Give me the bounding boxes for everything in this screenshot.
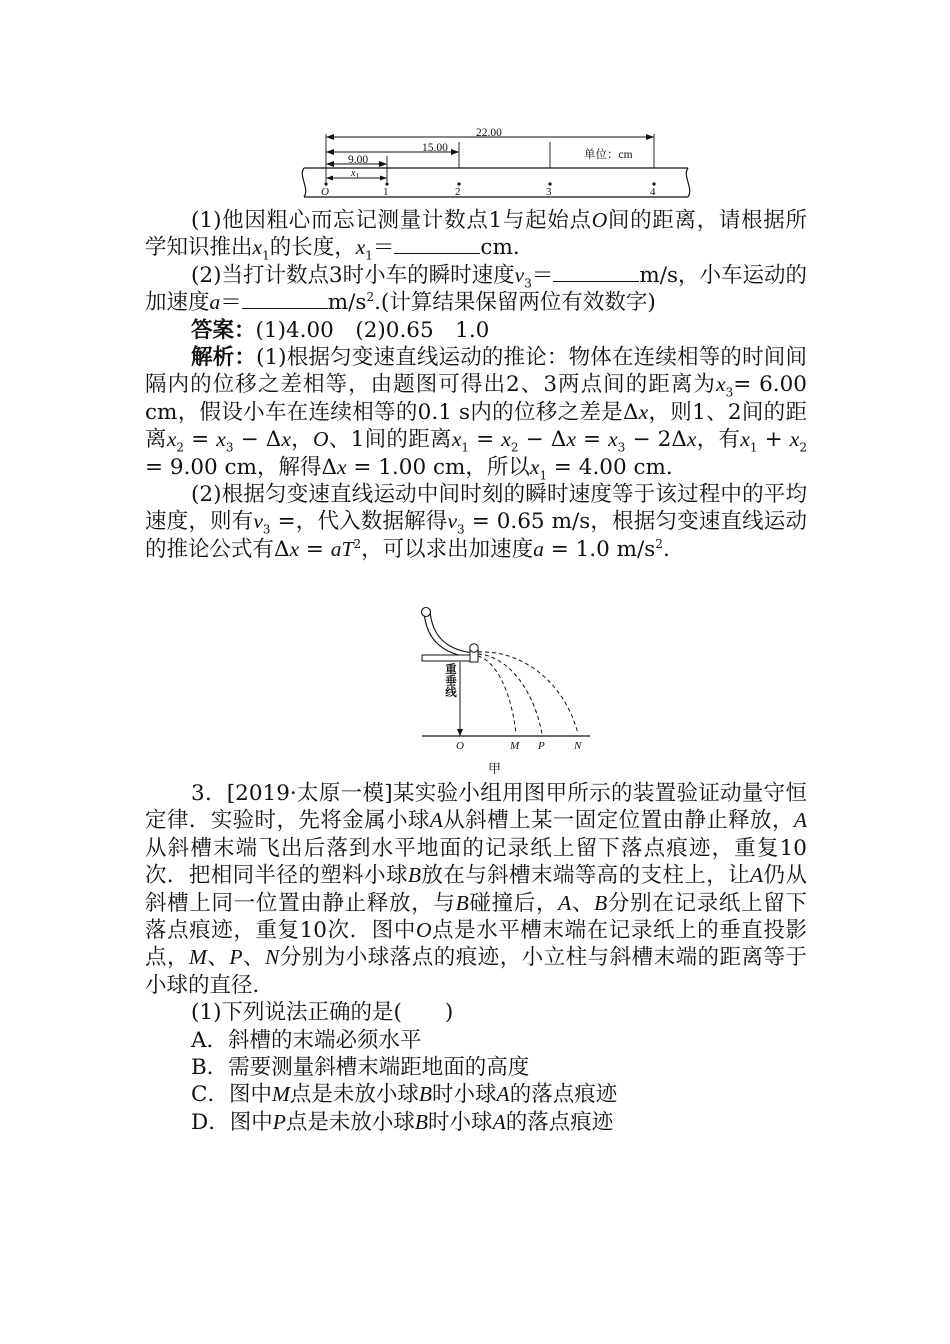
q3-option-d[interactable]: D．图中P点是未放小球B时小球A的落点痕迹 [191,1109,614,1135]
ball-b [470,644,478,652]
q3-option-c[interactable]: C．图中M点是未放小球B时小球A的落点痕迹 [191,1082,618,1108]
chute-figure [408,606,594,776]
tape-left-wave [302,168,305,197]
trajectory-m [478,656,516,734]
q2-part1: (1)他因粗心而忘记测量计数点1与起始点O间的距离，请根据所学知识推出$x_1$的长度，$x_1=$ cm. [145,208,807,263]
tape-figure [296,126,694,202]
point-O: O [321,186,329,198]
tape-points [321,182,656,198]
dim-x1: $x_1$ [351,168,359,180]
trajectory-p [478,654,542,734]
ground-point-O: O [456,740,464,752]
answer-line: 答案：(1)4.00 (2)0.65 1.0 [191,317,490,343]
plumb-label: 重垂线 [444,662,456,698]
figure-caption: 甲 [488,762,502,777]
dim-15: 15.00 [422,142,448,154]
analysis-p2: (2)根据匀变速直线运动中间时刻的瞬时速度等于该过程中的平均速度，则有$v_3$ =，代入数据解得$v_3 = 0.65$ m/s，根据匀变速直线运动的推论公式有$\Delta x = aT^2$，可以求出加速度a = 1.0 $m/s^2$. [145,482,807,562]
q2-part2: (2)当打计数点3时小车的瞬时速度$v_3= m/s$，小车运动的加速度$a= m/s^2$.(计算结果保留两位有效数字) [145,262,808,316]
tape-right-wave [686,168,689,197]
dim-22: 22.00 [476,127,502,139]
blank-a[interactable] [242,290,328,309]
q3-option-a[interactable]: A．斜槽的末端必须水平 [191,1027,422,1053]
question-2-block [145,207,807,563]
ground-point-N: N [574,740,582,752]
unit-label: 单位：cm [584,149,633,161]
ball-a [422,608,431,617]
q3-intro: 3．[2019·太原一模]某实验小组用图甲所示的装置验证动量守恒定律．实验时，先将金属小球A从斜槽上某一固定位置由静止释放，A从斜槽末端飞出后落到水平地面的记录纸上留下落点痕迹，重复10次．把相同半径的塑料小球B放在与斜槽末端等高的支柱上，让A仍从斜槽上同一位置由静止释放，与B碰撞后，A、B分别在记录纸上留下落点痕迹，重复10次．图中O点是水平槽末端在记录纸上的垂直投影点，M、P、N分别为小球落点的痕迹，小立柱与斜槽末端的距离等于小球的直径． [145,781,807,998]
point-3: 3 [546,186,552,198]
point-1: 1 [383,186,389,198]
point-4: 4 [650,186,656,198]
point-2: 2 [455,186,461,198]
ground-point-M: M [510,740,520,752]
analysis-p1: 解析：(1)根据匀变速直线运动的推论：物体在连续相等的时间间隔内的位移之差相等，由题图可得出2、3两点间的距离为$x_3= 6.00$ cm，假设小车在连续相等的0.1 s内的位移之差是Δx，则1、2间的距离$x_2 = x_3 - \Delta x$，O、1间的距离$x_1 = x_2 - \Delta x = x_3 - 2\Delta x$，有$x_1 + x_2 = 9.00$ cm，解得Δx = 1.00 cm，所以$x_1 = 4.00$ cm. [145,345,807,482]
blank-v3[interactable] [553,263,639,282]
dim-9: 9.00 [348,154,369,166]
q3-sub-question: (1)下列说法正确的是( ) [191,1000,454,1026]
blank-x1[interactable] [394,235,480,254]
question-3-block [145,780,807,1136]
ground-point-P: P [538,740,545,752]
q3-option-b[interactable]: B．需要测量斜槽末端距地面的高度 [191,1055,530,1081]
